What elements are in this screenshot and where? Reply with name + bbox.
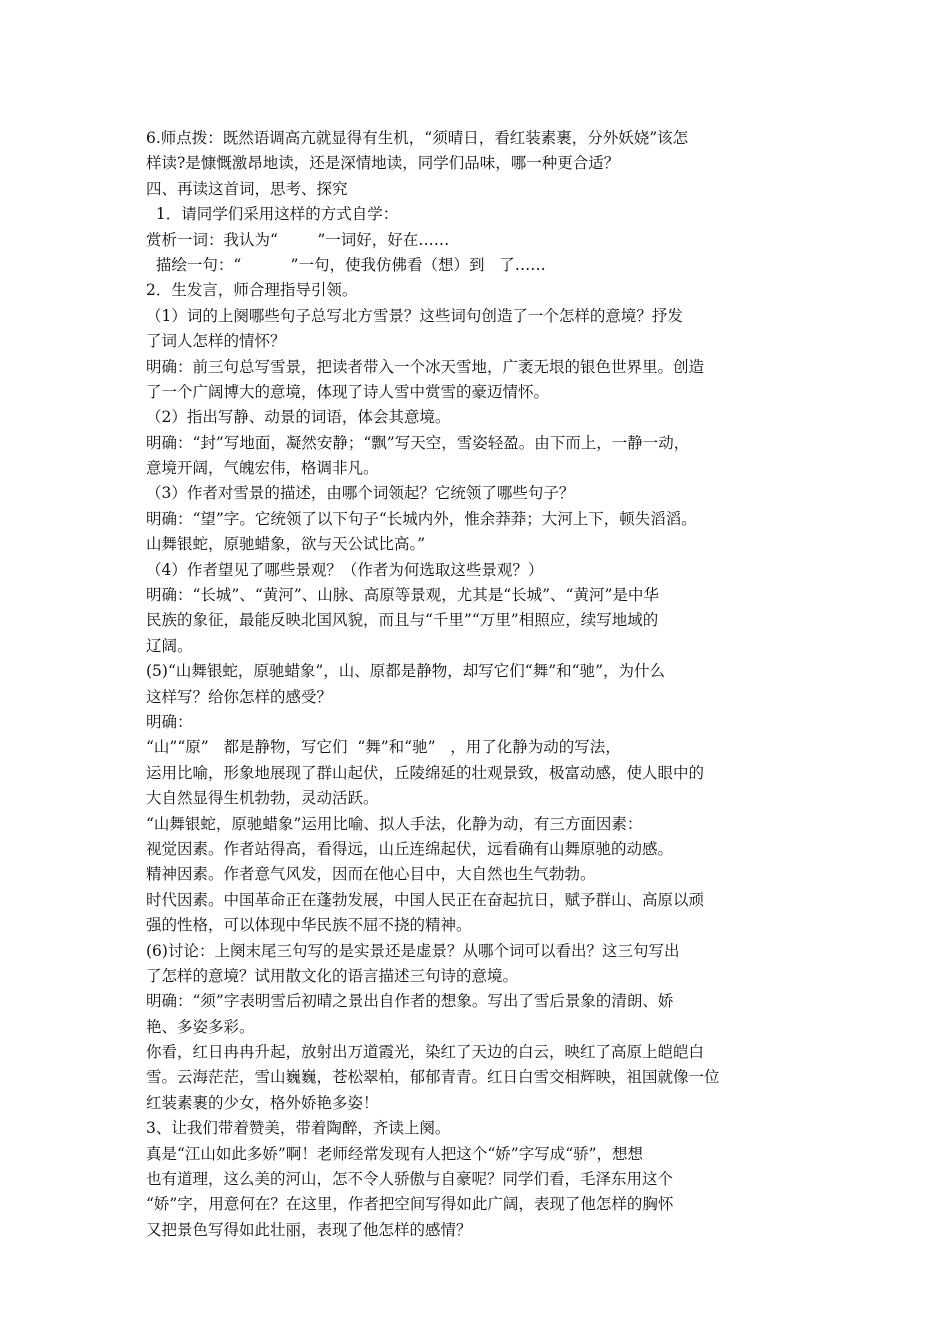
- text-line: 明确：“望”字。它统领了以下句子“长城内外，惟余莽莽；大河上下，顿失滔滔。: [146, 509, 697, 528]
- text-line: 意境开阔，气魄宏伟，格调非凡。: [146, 459, 379, 478]
- text-line: 真是“江山如此多娇”啊！老师经常发现有人把这个“娇”字写成“骄”，想想: [146, 1144, 644, 1163]
- text-line: 赏析一词：我认为“ ”一词好，好在……: [146, 230, 450, 249]
- text-line: “娇”字，用意何在？在这里，作者把空间写得如此广阔，表现了他怎样的胸怀: [146, 1195, 674, 1214]
- text-line: 明确：“封”写地面，凝然安静；“飘”写天空，雪姿轻盈。由下而上，一静一动，: [146, 433, 690, 452]
- text-line: 雪。云海茫茫，雪山巍巍，苍松翠柏，郁郁青青。红日白雪交相辉映，祖国就像一位: [146, 1068, 720, 1087]
- text-line: 时代因素。中国革命正在蓬勃发展，中国人民正在奋起抗日，赋予群山、高原以顽: [146, 890, 705, 909]
- text-line: 艳、多姿多彩。: [146, 1017, 255, 1036]
- text-line: 明确：“须”字表明雪后初晴之景出自作者的想象。写出了雪后景象的清朗、娇: [146, 992, 674, 1011]
- text-line: （2）指出写静、动景的词语，体会其意境。: [146, 408, 451, 427]
- text-line: 你看，红日冉冉升起，放射出万道霞光，染红了天边的白云，映红了高原上皑皑白: [146, 1043, 705, 1062]
- text-line: 明确：“长城”、“黄河”、山脉、高原等景观，尤其是“长城”、“黄河”是中华: [146, 586, 659, 605]
- text-line: 1．请同学们采用这样的方式自学：: [146, 205, 399, 224]
- text-line: 样读?是慷慨激昂地读，还是深情地读，同学们品味，哪一种更合适？: [146, 154, 620, 173]
- text-line: 描绘一句：“ ”一句，使我仿佛看（想）到 了……: [146, 255, 546, 274]
- text-line: (6)讨论：上阕末尾三句写的是实景还是虚景？从哪个词可以看出？这三句写出: [146, 941, 680, 960]
- text-line: 四、再读这首词，思考、探究: [146, 179, 348, 198]
- text-line: 这样写？给你怎样的感受？: [146, 687, 333, 706]
- text-line: 民族的象征，最能反映北国风貌，而且与“千里”“万里”相照应，续写地域的: [146, 611, 659, 630]
- text-line: 了一个广阔博大的意境，体现了诗人雪中赏雪的豪迈情怀。: [146, 382, 550, 401]
- text-line: 6.师点拨：既然语调高亢就显得有生机，“须晴日，看红装素裹，分外妖娆”该怎: [146, 129, 689, 147]
- text-line: （3）作者对雪景的描述，由哪个词领起？它统领了哪些句子？: [146, 484, 575, 503]
- text-line: “山舞银蛇，原驰蜡象”运用比喻、拟人手法，化静为动，有三方面因素：: [146, 814, 643, 833]
- text-line: 明确：前三句总写雪景，把读者带入一个冰天雪地，广袤无垠的银色世界里。创造: [146, 357, 705, 376]
- text-line: 精神因素。作者意气风发，因而在他心目中，大自然也生气勃勃。: [146, 865, 596, 884]
- text-line: 运用比喻，形象地展现了群山起伏，丘陵绵延的壮观景致，极富动感，使人眼中的: [146, 763, 705, 782]
- text-line: 山舞银蛇，原驰蜡象，欲与天公试比高。”: [146, 535, 426, 554]
- text-line: （1）词的上阕哪些句子总写北方雪景？这些词句创造了一个怎样的意境？抒发: [146, 306, 683, 325]
- text-line: 3、让我们带着赞美，带着陶醉，齐读上阕。: [146, 1119, 451, 1138]
- text-line: 大自然显得生机勃勃，灵动活跃。: [146, 789, 379, 808]
- text-line: 也有道理，这么美的河山，怎不令人骄傲与自豪呢？同学们看，毛泽东用这个: [146, 1170, 674, 1189]
- text-line: 辽阔。: [146, 636, 193, 655]
- text-line: （4）作者望见了哪些景观？（作者为何选取这些景观？）: [146, 560, 544, 579]
- text-line: (5)“山舞银蛇，原驰蜡象”，山、原都是静物，却写它们“舞”和“驰”，为什么: [146, 662, 666, 681]
- text-line: 红装素裹的少女，格外娇艳多姿！: [146, 1093, 379, 1112]
- text-line: 又把景色写得如此壮丽，表现了他怎样的感情？: [146, 1220, 472, 1239]
- text-line: 2．生发言，师合理指导引领。: [146, 281, 358, 300]
- text-line: 视觉因素。作者站得高，看得远，山丘连绵起伏，远看确有山舞原驰的动感。: [146, 839, 674, 858]
- text-line: 了词人怎样的情怀？: [146, 332, 286, 351]
- text-line: 了怎样的意境？试用散文化的语言描述三句诗的意境。: [146, 966, 519, 985]
- text-line: 明确：: [146, 712, 193, 731]
- document-body: [146, 126, 816, 1243]
- text-line: 强的性格，可以体现中华民族不屈不挠的精神。: [146, 916, 472, 935]
- text-line: “山”“原” 都是静物，写它们 “舞”和“驰” ，用了化静为动的写法，: [146, 738, 621, 757]
